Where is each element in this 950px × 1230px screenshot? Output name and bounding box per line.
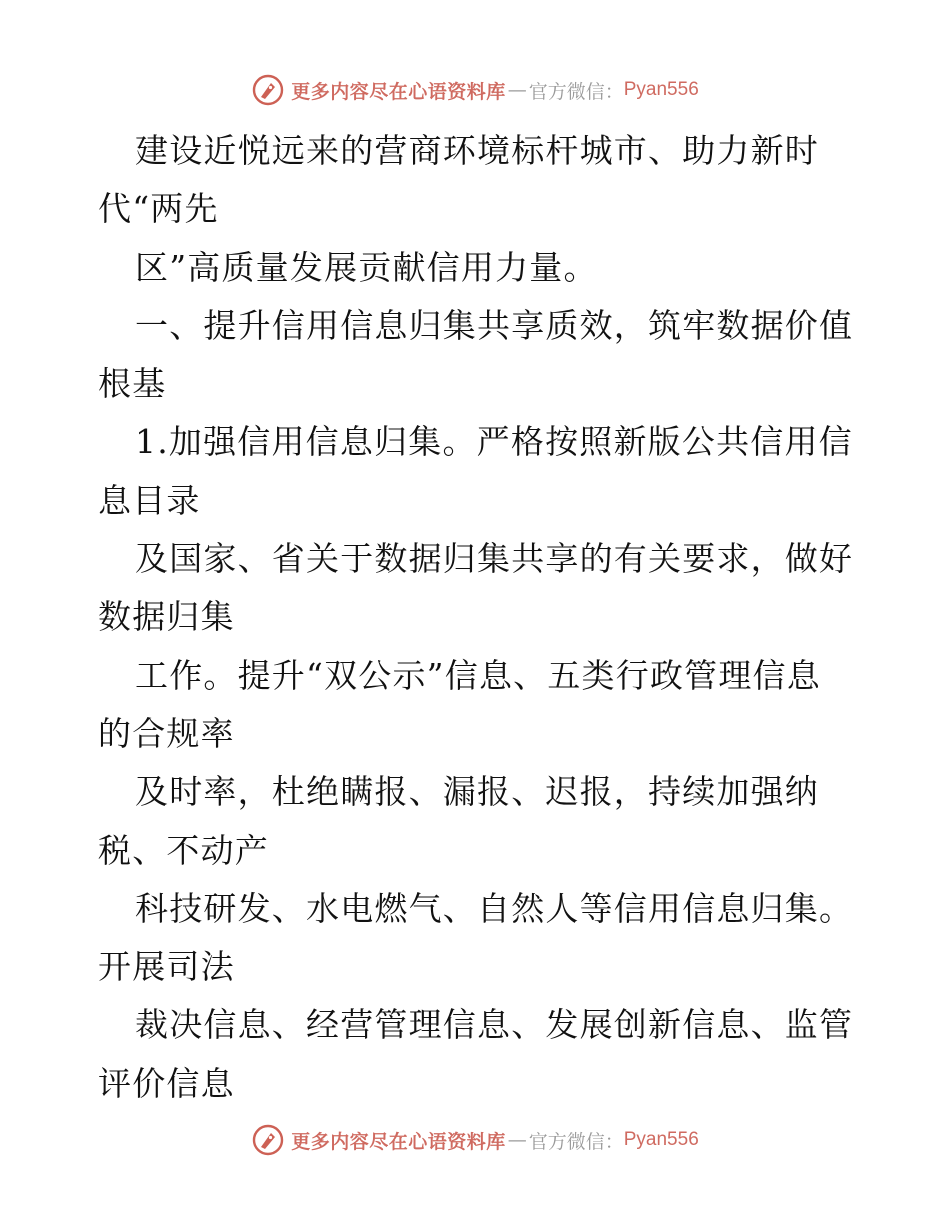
watermark-contact-label: 官方微信： xyxy=(528,80,624,103)
text-line: 区”高质量发展贡献信用力量。 xyxy=(135,247,598,287)
text-line: 及时率，杜绝瞒报、漏报、迟报，持续加强纳 xyxy=(135,772,819,812)
header-watermark xyxy=(0,70,950,110)
text-line: 1.加强信用信息归集。严格按照新版公共信用信 xyxy=(135,422,853,462)
watermark-contact-id: Pyan556 xyxy=(623,1129,699,1150)
document-body xyxy=(98,122,858,1113)
section-heading-continuation: 根基 xyxy=(98,364,167,404)
text-line: 科技研发、水电燃气、自然人等信用信息归集。 xyxy=(135,888,854,928)
text-line: 及国家、省关于数据归集共享的有关要求，做好 xyxy=(135,539,854,579)
watermark-brand-text: 更多内容尽在心语资料库 xyxy=(291,80,506,103)
text-line: 裁决信息、经营管理信息、发展创新信息、监管 xyxy=(135,1005,854,1045)
pen-nib-circle-icon xyxy=(251,1123,285,1157)
text-line: 建设近悦远来的营商环境标杆城市、助力新时 xyxy=(135,131,819,170)
text-line: 代“两先 xyxy=(98,189,219,229)
text-line: 息目录 xyxy=(98,480,201,520)
footer-watermark xyxy=(0,1120,950,1160)
watermark-contact-label: 官方微信： xyxy=(528,1130,624,1153)
pen-nib-circle-icon xyxy=(251,73,285,107)
text-line: 数据归集 xyxy=(98,597,235,637)
watermark-separator: — xyxy=(507,1129,527,1151)
text-line: 的合规率 xyxy=(98,713,235,753)
watermark-contact-id: Pyan556 xyxy=(623,79,699,100)
watermark-brand-text: 更多内容尽在心语资料库 xyxy=(291,1130,506,1153)
text-line: 开展司法 xyxy=(98,947,235,987)
text-line: 工作。提升“双公示”信息、五类行政管理信息 xyxy=(135,655,821,695)
watermark-separator: — xyxy=(507,79,527,101)
text-line: 税、不动产 xyxy=(98,830,269,870)
text-line: 评价信息 xyxy=(98,1063,235,1103)
section-heading: 一、提升信用信息归集共享质效，筑牢数据价值 xyxy=(135,305,854,345)
